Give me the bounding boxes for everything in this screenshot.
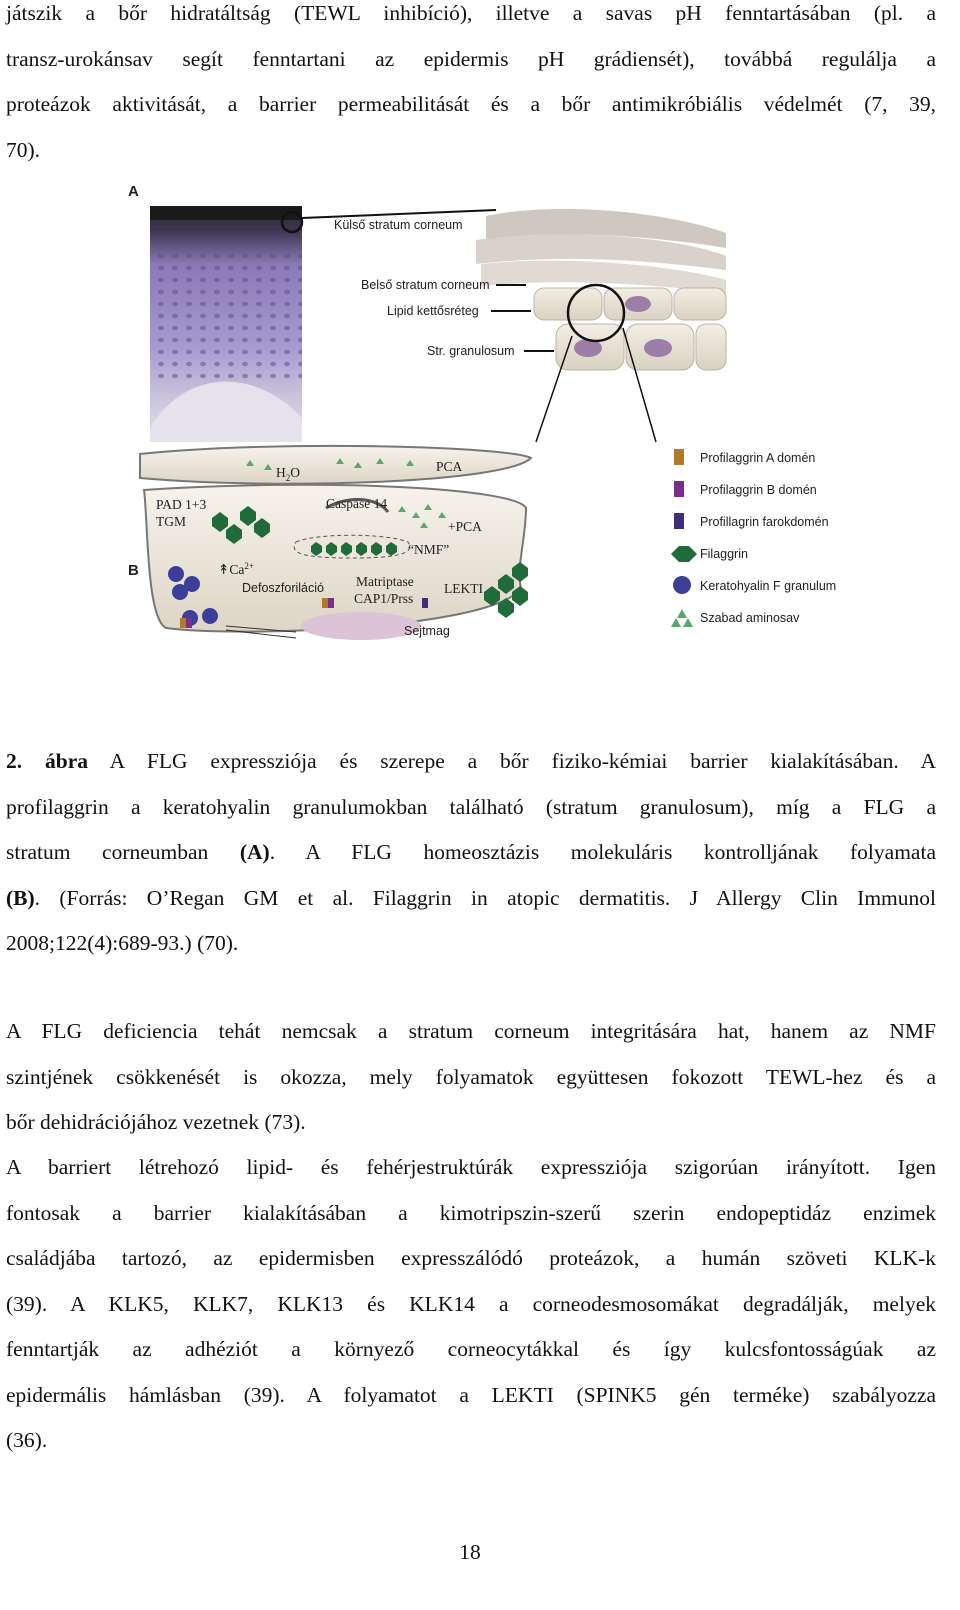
circle-icon <box>673 576 691 594</box>
text-line: bőr dehidrációjához vezetnek (73). <box>6 1110 306 1134</box>
legend <box>671 449 836 627</box>
text-line: proteázok aktivitását, a barrier permeabilitását és a bőr antimikróbiális védelmét (7, 39, <box>6 92 936 116</box>
histology-image <box>150 206 302 442</box>
text-line <box>6 739 936 785</box>
text-line: (39). A KLK5, KLK7, KLK13 és KLK14 a corneodesmosomákat degradálják, melyek <box>6 1291 936 1316</box>
label-ca: $↟Ca^{2+}$ <box>218 561 254 577</box>
panel-ref: (A) <box>239 840 270 864</box>
hexagon-icon <box>671 546 697 562</box>
label-caspase: Caspase 14 <box>326 496 388 511</box>
legend-item <box>671 609 800 627</box>
legend-item <box>674 481 817 497</box>
legend-label: Profillagrin farokdomén <box>700 515 829 529</box>
legend-label: Profilaggrin A domén <box>700 451 816 465</box>
legend-item <box>674 449 815 465</box>
trefoil-icon <box>671 609 693 627</box>
legend-item <box>674 513 829 529</box>
figure-number: 2. ábra <box>6 749 88 773</box>
stratum-corneum-illustration <box>282 209 726 442</box>
text-line: 70). <box>6 137 41 162</box>
caption-text: stratum corneumban <box>6 840 240 864</box>
text-line: (36). <box>6 1428 48 1452</box>
figure-illustration <box>126 178 846 648</box>
label-cap1: CAP1/Prss <box>354 591 414 606</box>
text-line: játszik a bőr hidratáltság (TEWL inhibíció), illetve a savas pH fenntartásában (pl. a <box>6 1 936 25</box>
text-line: A barriert létrehozó lipid- és fehérjestruktúrák expressziója szigorúan irányított. Igen <box>6 1155 936 1179</box>
panel-a-label: A <box>128 183 139 200</box>
legend-label: Filaggrin <box>700 547 748 561</box>
legend-label: Profilaggrin B domén <box>700 483 817 497</box>
label-inner-sc: Belső stratum corneum <box>361 278 490 292</box>
text-line: családjába tartozó, az epidermisben expresszálódó proteázok, a humán szöveti KLK-k <box>6 1246 936 1270</box>
text-line: szintjének csökkenését is okozza, mely folyamatok együttesen fokozott TEWL-hez és a <box>6 1064 936 1089</box>
label-h2o: $H_2O$ <box>276 465 300 483</box>
label-matriptase: Matriptase <box>356 574 414 589</box>
legend-swatch-icon <box>674 481 684 497</box>
caption-text: A FLG expressziója és szerepe a bőr fiziko-kémiai barrier kialakításában. A <box>88 749 936 773</box>
label-lipid: Lipid kettősréteg <box>387 304 479 318</box>
label-lekti: LEKTI <box>444 581 483 596</box>
text-line: profilaggrin a keratohyalin granulumokban található (stratum granulosum), míg a FLG a <box>6 794 936 819</box>
caption-text: . (Forrás: O’Regan GM et al. Filaggrin in atopic dermatitis. J Allergy Clin Immunol <box>34 885 936 910</box>
text-line: fenntartják az adhéziót a környező corneocytákkal és így kulcsfontosságúak az <box>6 1337 936 1361</box>
label-nmf: “NMF” <box>408 542 450 557</box>
figure-caption <box>6 739 936 967</box>
label-sejtmag: Sejtmag <box>404 624 450 638</box>
label-pad: PAD 1+3 <box>156 497 207 512</box>
top-paragraph <box>6 0 936 173</box>
label-outer-sc: Külső stratum corneum <box>334 218 463 232</box>
label-tgm: TGM <box>156 514 186 529</box>
text-line: transz-urokánsav segít fenntartani az epidermis pH grádiensét), továbbá regulálja a <box>6 46 936 71</box>
body-paragraph <box>6 1009 936 1146</box>
text-line <box>6 830 936 876</box>
legend-label: Keratohyalin F granulum <box>700 579 837 593</box>
panel-b-label: B <box>128 562 139 579</box>
figure-2 <box>126 178 846 648</box>
page-number: 18 <box>459 1540 481 1564</box>
text-line <box>6 876 936 922</box>
label-plus-pca: +PCA <box>448 519 482 534</box>
label-granulosum: Str. granulosum <box>427 344 515 358</box>
panel-b-illustration <box>140 446 531 640</box>
legend-swatch-icon <box>674 449 684 465</box>
text-line: fontosak a barrier kialakításában a kimotripszin-szerű szerin endopeptidáz enzimek <box>6 1200 936 1225</box>
panel-ref: (B) <box>6 885 35 910</box>
label-defosz: Defoszforiláció <box>242 581 324 595</box>
legend-label: Szabad aminosav <box>700 611 800 625</box>
text-line: A FLG deficiencia tehát nemcsak a stratum corneum integritására hat, hanem az NMF <box>6 1019 936 1043</box>
label-pca: PCA <box>436 459 463 474</box>
caption-text: . A FLG homeosztázis molekuláris kontrolljának folyamata <box>269 840 936 864</box>
legend-swatch-icon <box>674 513 684 529</box>
legend-item <box>671 546 748 562</box>
text-line: epidermális hámlásban (39). A folyamatot a LEKTI (SPINK5 gén terméke) szabályozza <box>6 1382 936 1407</box>
body-paragraph <box>6 1145 936 1464</box>
text-line: 2008;122(4):689-93.) (70). <box>6 931 239 955</box>
legend-item <box>673 576 836 594</box>
